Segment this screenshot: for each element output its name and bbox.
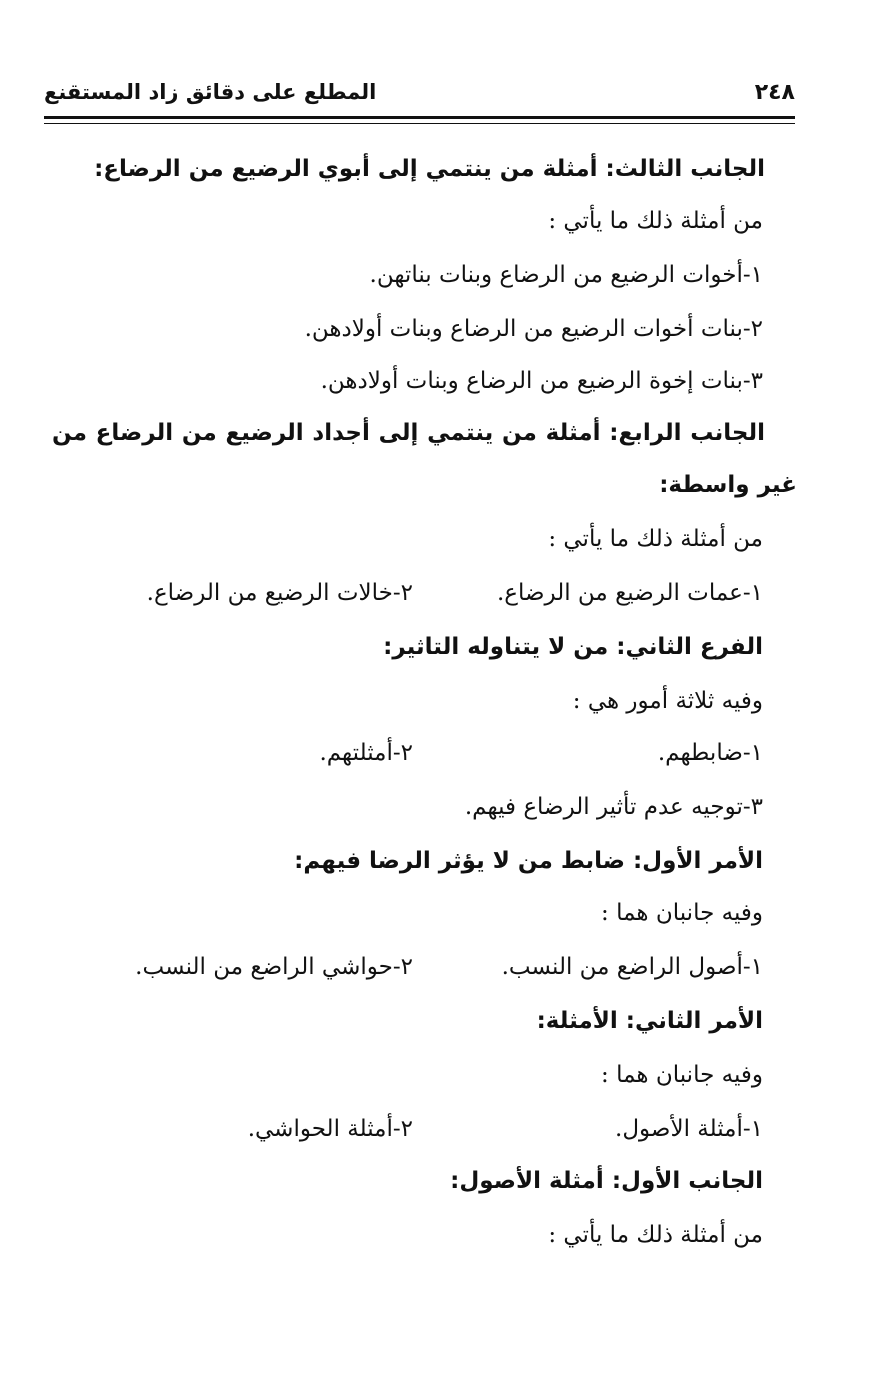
paragraph: وفيه جانبان هما :	[601, 1062, 763, 1088]
section-heading: الفرع الثاني: من لا يتناوله التاثير:	[383, 634, 763, 660]
section-heading: الجانب الأول: أمثلة الأصول:	[450, 1168, 763, 1194]
section-heading-continued: غير واسطة:	[659, 472, 797, 498]
paragraph: من أمثلة ذلك ما يأتي :	[548, 208, 763, 234]
section-heading: الجانب الرابع: أمثلة من ينتمي إلى أجداد الرضيع من الرضاع من	[52, 420, 765, 446]
paragraph: وفيه جانبان هما :	[601, 900, 763, 926]
page-number: ٢٤٨	[754, 80, 795, 105]
list-item: ١-أمثلة الأصول.	[615, 1116, 763, 1142]
list-item: ١-أخوات الرضيع من الرضاع وبنات بناتهن.	[369, 262, 763, 288]
list-item: ٢-أمثلة الحواشي.	[247, 1116, 413, 1142]
list-item: ٢-بنات أخوات الرضيع من الرضاع وبنات أولادهن.	[304, 316, 763, 342]
list-item: ١-أصول الراضع من النسب.	[501, 954, 763, 980]
header-rule-thick	[44, 116, 795, 119]
list-item: ٣-بنات إخوة الرضيع من الرضاع وبنات أولادهن.	[320, 368, 763, 394]
paragraph: وفيه ثلاثة أمور هي :	[572, 688, 763, 714]
running-header	[44, 78, 795, 112]
header-rule-thin	[44, 123, 795, 124]
list-item: ٢-خالات الرضيع من الرضاع.	[146, 580, 413, 606]
list-item: ٣-توجيه عدم تأثير الرضاع فيهم.	[464, 794, 763, 820]
section-heading: الأمر الأول: ضابط من لا يؤثر الرضا فيهم:	[294, 848, 763, 874]
paragraph: من أمثلة ذلك ما يأتي :	[548, 526, 763, 552]
paragraph: من أمثلة ذلك ما يأتي :	[548, 1222, 763, 1248]
book-title: المطلع على دقائق زاد المستقنع	[44, 80, 377, 104]
list-item: ١-عمات الرضيع من الرضاع.	[496, 580, 763, 606]
list-item: ٢-حواشي الراضع من النسب.	[135, 954, 413, 980]
list-item: ٢-أمثلتهم.	[319, 740, 413, 766]
section-heading: الجانب الثالث: أمثلة من ينتمي إلى أبوي الرضيع من الرضاع:	[94, 156, 765, 182]
list-item: ١-ضابطهم.	[657, 740, 763, 766]
section-heading: الأمر الثاني: الأمثلة:	[536, 1008, 763, 1034]
